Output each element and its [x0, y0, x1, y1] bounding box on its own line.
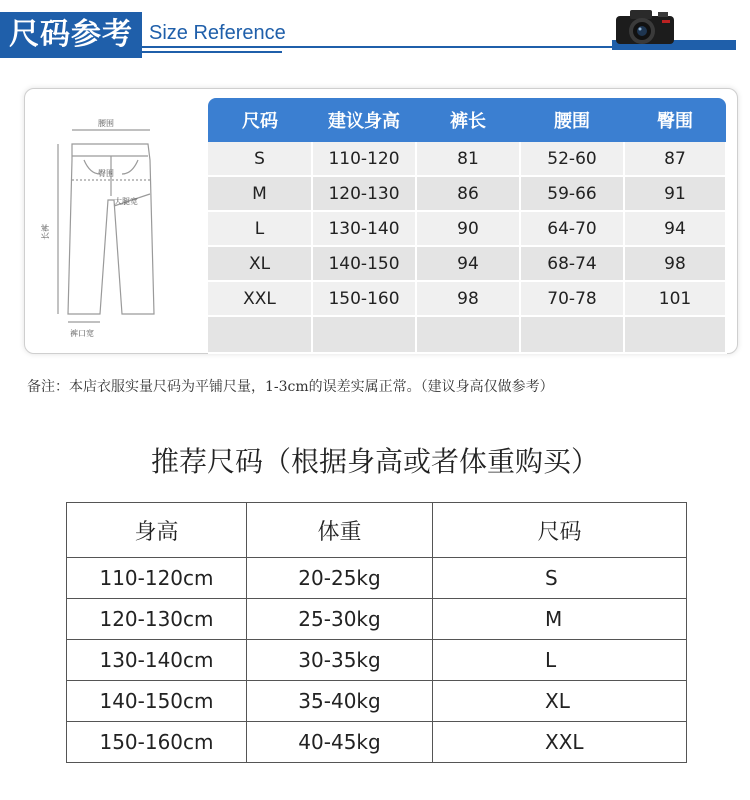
cell-length: 86	[416, 176, 520, 211]
hem-label: 裤口宽	[70, 329, 94, 338]
length-label: 长裤	[41, 224, 50, 240]
cell-weight: 30-35kg	[247, 640, 433, 681]
cell-height: 130-140	[312, 211, 416, 246]
cell-waist: 64-70	[520, 211, 624, 246]
cell-height: 150-160	[312, 281, 416, 316]
table-row	[67, 558, 687, 599]
cell-size: XL	[433, 681, 687, 722]
table-row	[208, 281, 726, 316]
table-row	[208, 176, 726, 211]
cell-length: 90	[416, 211, 520, 246]
camera-icon	[612, 6, 680, 48]
recommend-title: 推荐尺码（根据身高或者体重购买）	[150, 445, 599, 478]
cell-weight: 40-45kg	[247, 722, 433, 763]
table-row	[208, 211, 726, 246]
size-chart-table	[208, 98, 727, 354]
cell-height: 150-160cm	[67, 722, 247, 763]
cell-size: L	[208, 211, 312, 246]
crotch-label: 臀围	[98, 169, 114, 178]
cell-size: S	[433, 558, 687, 599]
header-size: 尺码	[208, 98, 312, 142]
cell-height: 140-150	[312, 246, 416, 281]
recommend-header-row	[67, 503, 687, 558]
table-row	[67, 599, 687, 640]
cell-hip: 98	[624, 246, 726, 281]
recommend-table	[66, 502, 687, 763]
cell-weight: 20-25kg	[247, 558, 433, 599]
header-hip: 臀围	[624, 98, 726, 142]
cell-length: 94	[416, 246, 520, 281]
note-text: 备注：本店衣服实量尺码为平铺尺量，1-3cm的误差实属正常。（建议身高仅做参考）	[27, 379, 554, 395]
header-waist: 腰围	[520, 98, 624, 142]
table-row	[67, 722, 687, 763]
header-weight: 体重	[247, 503, 433, 558]
cell-hip: 101	[624, 281, 726, 316]
header-height: 身高	[67, 503, 247, 558]
cell-waist: 68-74	[520, 246, 624, 281]
cell-height: 110-120	[312, 142, 416, 176]
page-subtitle: Size Reference	[149, 22, 286, 44]
waist-label: 腰围	[98, 119, 114, 128]
pants-diagram	[38, 104, 168, 344]
cell-size: S	[208, 142, 312, 176]
size-chart-header-row	[208, 98, 726, 142]
cell-height: 110-120cm	[67, 558, 247, 599]
cell-size: L	[433, 640, 687, 681]
cell-waist: 52-60	[520, 142, 624, 176]
cell-waist: 70-78	[520, 281, 624, 316]
cell-size: M	[433, 599, 687, 640]
cell-length: 98	[416, 281, 520, 316]
table-row	[208, 142, 726, 176]
cell-weight: 25-30kg	[247, 599, 433, 640]
cell-hip: 91	[624, 176, 726, 211]
cell-length: 81	[416, 142, 520, 176]
table-row	[67, 681, 687, 722]
cell-height: 140-150cm	[67, 681, 247, 722]
cell-height: 130-140cm	[67, 640, 247, 681]
header-height: 建议身高	[312, 98, 416, 142]
cell-hip: 87	[624, 142, 726, 176]
cell-height: 120-130	[312, 176, 416, 211]
table-row-empty	[208, 316, 726, 353]
header-size: 尺码	[433, 503, 687, 558]
header-divider-underline	[142, 51, 282, 53]
page-title: 尺码参考	[0, 12, 142, 58]
cell-size: XXL	[433, 722, 687, 763]
cell-size: M	[208, 176, 312, 211]
cell-weight: 35-40kg	[247, 681, 433, 722]
table-row	[67, 640, 687, 681]
cell-height: 120-130cm	[67, 599, 247, 640]
cell-size: XL	[208, 246, 312, 281]
header-length: 裤长	[416, 98, 520, 142]
thigh-label: 大腿宽	[114, 197, 138, 206]
cell-size: XXL	[208, 281, 312, 316]
cell-hip: 94	[624, 211, 726, 246]
table-row	[208, 246, 726, 281]
cell-waist: 59-66	[520, 176, 624, 211]
